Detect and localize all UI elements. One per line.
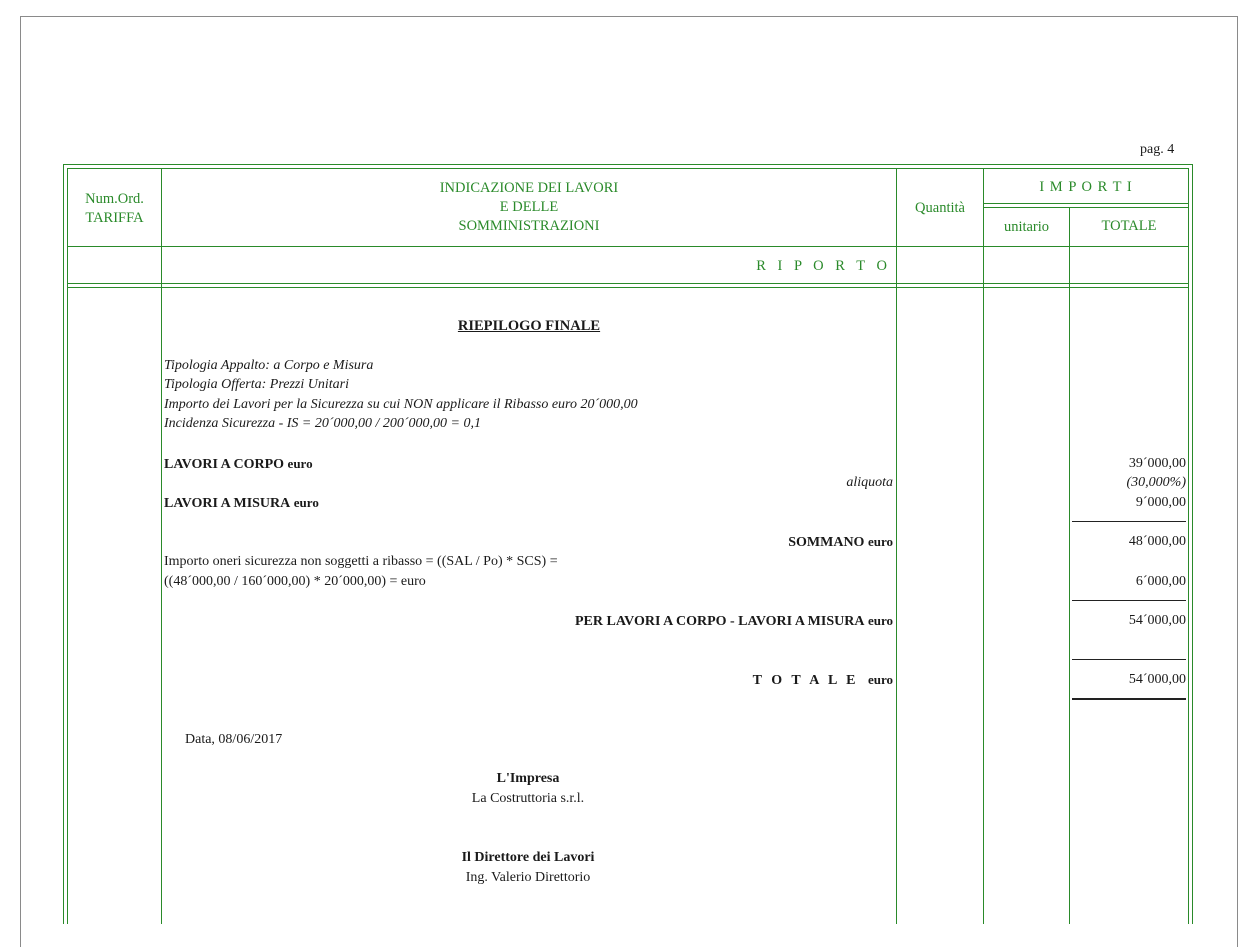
header-totale: TOTALE [1101,218,1157,234]
aliquota-value: (30,000%) [1126,475,1186,490]
header-unitario: unitario [1003,219,1050,235]
per-lavori-unit: euro [867,613,893,628]
sommano-label: SOMMANO [788,535,865,550]
table-left-inner [67,168,68,924]
sommano-unit: euro [867,534,893,549]
lavori-corpo-unit: euro [287,456,313,471]
info-line-1: Tipologia Appalto: a Corpo e Misura [164,358,374,373]
totale-rule [1072,698,1186,700]
table-right-outer [1192,164,1193,924]
table-left-outer [63,164,64,924]
oneri-line-2: ((48´000,00 / 160´000,00) * 20´000,00) = euro [164,574,426,589]
totale-value: 54´000,00 [1128,672,1186,687]
oneri-line-1: Importo oneri sicurezza non soggetti a ribasso = ((SAL / Po) * SCS) = [164,554,558,569]
table-top-inner [67,168,1188,169]
oneri-value: 6´000,00 [1135,574,1186,589]
sum-rule-3 [1072,659,1186,660]
riporto-line-1 [67,283,1188,284]
header-desc-line1: INDICAZIONE DEI LAVORI [439,180,619,196]
totale-unit: euro [867,672,893,687]
direttore-name: Ing. Valerio Direttorio [465,870,591,885]
lavori-misura-unit: euro [293,495,319,510]
col-sep-importi [983,168,984,924]
page-number: pag. 4 [1140,142,1175,157]
per-lavori-value: 54´000,00 [1128,613,1186,628]
impresa-title: L'Impresa [496,771,560,786]
totale-label: T O T A L E [752,673,859,688]
info-line-3: Importo dei Lavori per la Sicurezza su cui NON applicare il Ribasso euro 20´000,00 [164,397,638,412]
lavori-misura-label: LAVORI A MISURA [164,496,291,511]
riepilogo-title: RIEPILOGO FINALE [457,318,601,334]
header-importi: I M P O R T I [1039,179,1133,195]
direttore-title: Il Direttore dei Lavori [461,850,595,865]
impresa-name: La Costruttoria s.r.l. [471,791,585,806]
header-tariffa: TARIFFA [85,210,144,226]
header-quantita: Quantità [915,200,965,216]
riporto-line-2 [67,287,1188,288]
aliquota-label: aliquota [846,475,893,490]
header-num-ord: Num.Ord. [85,191,144,207]
sommano-value: 48´000,00 [1128,534,1186,549]
per-lavori-row [162,611,893,631]
info-line-2: Tipologia Offerta: Prezzi Unitari [164,377,349,392]
lavori-corpo-label: LAVORI A CORPO [164,457,285,472]
importi-sub-line-1 [983,203,1188,204]
sum-rule-1 [1072,521,1186,522]
totale-row [162,670,893,690]
sommano-row [162,532,893,552]
data-line: Data, 08/06/2017 [185,732,283,747]
info-line-4: Incidenza Sicurezza - IS = 20´000,00 / 200´000,00 = 0,1 [164,416,482,431]
lavori-misura-row [164,493,319,513]
riporto-label: R I P O R T O [756,258,891,274]
lavori-corpo-row [164,454,313,474]
lavori-misura-value: 9´000,00 [1135,495,1186,510]
importi-sub-line-2 [983,207,1188,208]
header-desc-line3: SOMMINISTRAZIONI [458,218,600,234]
header-desc-line2: E DELLE [499,199,559,215]
table-right-inner [1188,168,1189,924]
col-sep-qty [896,168,897,924]
col-sep-totale [1069,207,1070,924]
table-top-outer [63,164,1192,165]
sum-rule-2 [1072,600,1186,601]
lavori-corpo-value: 39´000,00 [1128,456,1186,471]
header-bottom-line [67,246,1188,247]
per-lavori-label: PER LAVORI A CORPO - LAVORI A MISURA [574,614,865,629]
